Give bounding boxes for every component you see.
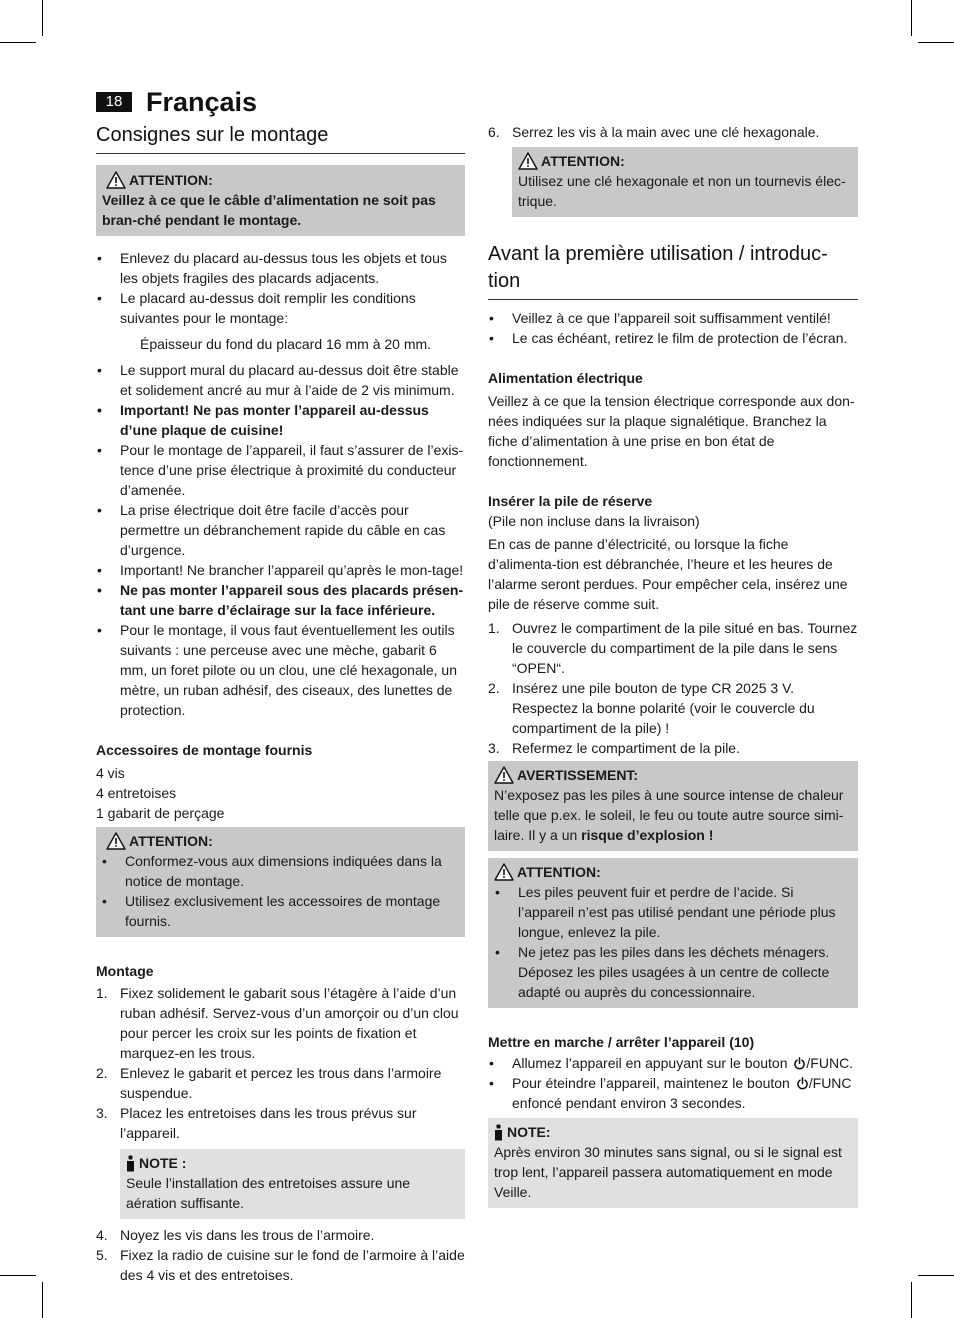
list-item: • Important! Ne pas monter l’appareil au-dessus d’une plaque de cuisine! [96, 400, 465, 440]
list-item: 4 entretoises [96, 785, 177, 801]
left-column [96, 122, 465, 1285]
attention-heading: ATTENTION: [102, 831, 459, 851]
list-item: • Allumez l’appareil en appuyant sur le bouton /FUNC. [488, 1053, 858, 1073]
list-item: 3. Refermez le compartiment de la pile. [488, 740, 740, 756]
crop-mark [42, 0, 43, 36]
numbered-list [96, 983, 465, 1143]
list-item: 5. Fixez la radio de cuisine sur le fond de l’armoire à l’aide des 4 vis et des entretoises. [96, 1247, 465, 1283]
list-item: • Utilisez exclusivement les accessoires de montage fournis. [101, 891, 459, 931]
numbered-list [488, 122, 858, 142]
note-heading: NOTE : [126, 1153, 459, 1173]
list-item: • Ne jetez pas les piles dans les déchets ménagers. Déposez les piles usagées à un centre de collecte adapté ou auprès du concessionnaire. [494, 942, 852, 1002]
bullet-list [488, 308, 858, 348]
list-item: 6. Serrez les vis à la main avec une clé hexagonale. [488, 124, 820, 140]
list-item: • Enlevez du placard au-dessus tous les objets et tous les objets fragiles des placards adjacents. [96, 248, 465, 288]
subsection-title: Accessoires de montage fournis [96, 742, 313, 758]
note-text: Seule l’installation des entretoises assure une aération suffisante. [126, 1175, 411, 1211]
list-item: 2. Insérez une pile bouton de type CR 2025 3 V. Respectez la bonne polarité (voir le couvercle du compartiment de la pile) ! [488, 680, 815, 736]
list-item: 2. Enlevez le gabarit et percez les trous dans l’armoire suspendue. [96, 1065, 442, 1101]
list-item: • Veillez à ce que l’appareil soit suffisamment ventilé! [488, 308, 858, 328]
crop-mark [0, 42, 36, 43]
bullet-list [96, 248, 465, 328]
numbered-list [96, 1225, 465, 1285]
note-box [120, 1149, 465, 1219]
paragraph: (Pile non incluse dans la livraison) [488, 513, 700, 529]
list-item: • Pour éteindre l’appareil, maintenez le bouton /FUNC enfoncé pendant environ 3 secondes. [488, 1073, 858, 1113]
warning-box [488, 761, 858, 851]
list-item: • Pour le montage de l’appareil, il faut s’assurer de l’exis-tence d’une prise électrique à proximité du conducteur d’amenée. [96, 440, 465, 500]
crop-mark [0, 1275, 36, 1276]
power-icon [796, 1077, 809, 1090]
attention-heading: ATTENTION: [102, 170, 459, 190]
list-item: • Les piles peuvent fuir et perdre de l’acide. Si l’appareil n’est pas utilisé pendant une période plus longue, enlevez la pile. [494, 882, 852, 942]
section-title: Avant la première utilisation / introduc-tion [488, 241, 858, 300]
bullet-list [101, 851, 459, 931]
attention-text: Utilisez une clé hexagonale et non un tournevis élec-trique. [518, 173, 846, 209]
attention-heading: ATTENTION: [518, 151, 852, 171]
list-item: 4 vis [96, 765, 125, 781]
list-item: • Le support mural du placard au-dessus doit être stable et solidement ancré au mur à l’aide de 2 vis minimum. [96, 360, 465, 400]
crop-mark [918, 42, 954, 43]
warning-icon [518, 152, 538, 170]
page-number: 18 [96, 92, 132, 112]
paragraph: Veillez à ce que la tension électrique corresponde aux don-nées indiquées sur la plaque signalétique. Branchez la fiche d’alimentation à une prise en bon état de fonctionnement. [488, 393, 855, 469]
list-item: 3. Placez les entretoises dans les trous prévus sur l’appareil. [96, 1105, 417, 1141]
subsection-title: Montage [96, 963, 154, 979]
warning-icon [494, 863, 514, 881]
attention-box [96, 165, 465, 236]
warning-icon [494, 766, 514, 784]
attention-box [96, 827, 465, 937]
info-icon [494, 1124, 503, 1141]
accessories-list [96, 763, 465, 823]
power-icon [793, 1057, 806, 1070]
paragraph: En cas de panne d’électricité, ou lorsque la fiche d’alimenta-tion est débranchée, l’heure et les heures de l’alarme seront perdues. Pour empêcher cela, insérez une pile de réserve comme suit. [488, 536, 848, 612]
info-icon [126, 1155, 135, 1172]
note-heading: NOTE: [494, 1122, 852, 1142]
attention-box [512, 147, 858, 217]
attention-text: Veillez à ce que le câble d’alimentation ne soit pas bran-ché pendant le montage. [102, 192, 436, 228]
bullet-list [494, 882, 852, 1002]
list-item: 1. Fixez solidement le gabarit sous l’étagère à l’aide d’un ruban adhésif. Servez-vous d’un amorçoir ou d’un clou pour percer les croix sur les points de fixation et marquez-en les trous. [96, 985, 459, 1061]
warning-text: N’exposez pas les piles à une source intense de chaleur telle que p.ex. le soleil, le feu ou toute autre source simi-laire. Il y a un risque d’explosion ! [494, 787, 844, 843]
list-item: • Ne pas monter l’appareil sous des placards présen-tant une barre d’éclairage sur la face inférieure. [96, 580, 465, 620]
list-item: • La prise électrique doit être facile d’accès pour permettre un débranchement rapide du câble en cas d’urgence. [96, 500, 465, 560]
attention-box [488, 858, 858, 1008]
list-item: 4. Noyez les vis dans les trous de l’armoire. [96, 1227, 375, 1243]
subsection-title: Insérer la pile de réserve [488, 493, 653, 509]
subsection-title: Alimentation électrique [488, 370, 643, 386]
list-item: • Pour le montage, il vous faut éventuellement les outils suivants : une perceuse avec une mèche, gabarit 6 mm, un foret pilote ou un clou, une clé hexagonale, un mètre, un ruban adhésif, des ciseaux, des lunettes de protection. [96, 620, 465, 720]
attention-heading: ATTENTION: [494, 862, 852, 882]
numbered-list [488, 618, 858, 758]
list-item: 1. Ouvrez le compartiment de la pile situé en bas. Tournez le couvercle du compartiment de la pile dans le sens “OPEN“. [488, 620, 858, 676]
list-item: • Important! Ne brancher l’appareil qu’après le mon-tage! [96, 560, 465, 580]
section-title: Consignes sur le montage [96, 122, 465, 154]
right-column [488, 122, 858, 1208]
crop-mark [918, 1275, 954, 1276]
note-box [488, 1118, 858, 1208]
list-item: • Le cas échéant, retirez le film de protection de l’écran. [488, 328, 858, 348]
list-item: • Conformez-vous aux dimensions indiquées dans la notice de montage. [101, 851, 459, 891]
warning-heading: AVERTISSEMENT: [494, 765, 852, 785]
note-text: Après environ 30 minutes sans signal, ou si le signal est trop lent, l’appareil passera automatiquement en mode Veille. [494, 1144, 842, 1200]
bullet-list [96, 360, 465, 720]
crop-mark [42, 1282, 43, 1318]
crop-mark [911, 0, 912, 36]
bullet-list [488, 1053, 858, 1113]
list-item: • Le placard au-dessus doit remplir les conditions suivantes pour le montage: [96, 288, 465, 328]
page-title: Français [146, 87, 258, 117]
crop-mark [911, 1282, 912, 1318]
warning-icon [106, 171, 126, 189]
warning-icon [106, 832, 126, 850]
thickness-spec: Épaisseur du fond du placard 16 mm à 20 mm. [140, 336, 432, 352]
subsection-title: Mettre en marche / arrêter l’appareil (10) [488, 1034, 755, 1050]
list-item: 1 gabarit de perçage [96, 805, 225, 821]
